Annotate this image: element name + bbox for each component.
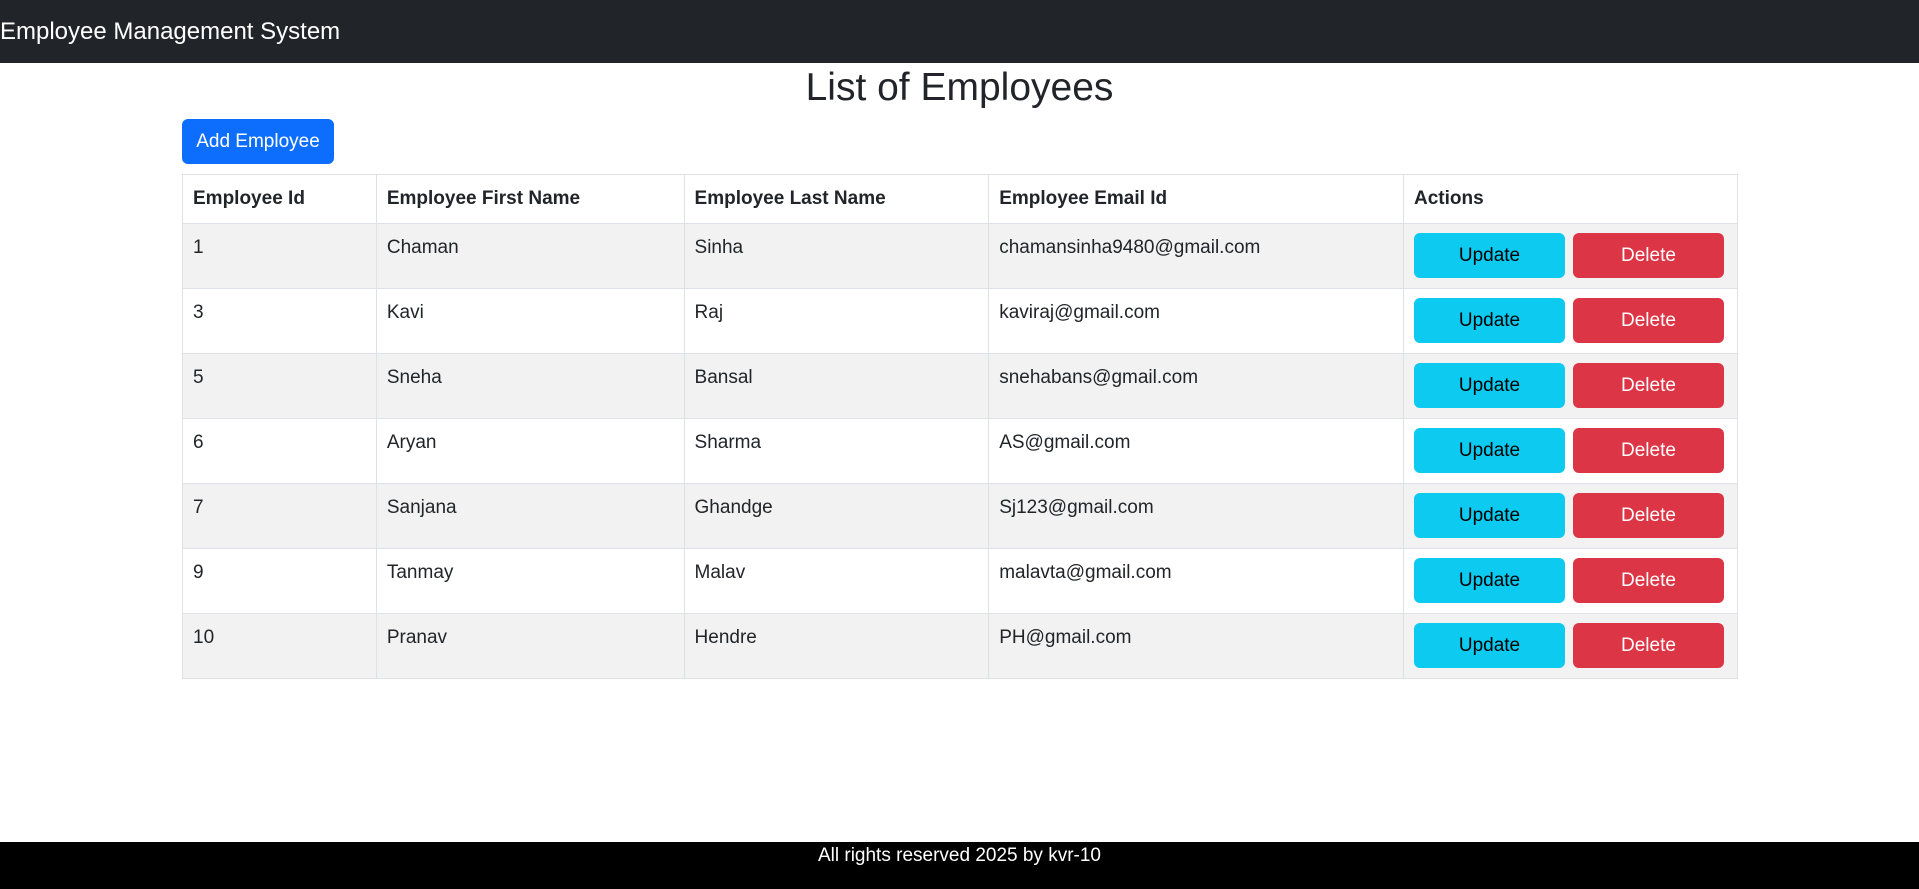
cell-actions (1403, 614, 1737, 679)
table-row (183, 224, 1738, 289)
cell-employee-id: 1 (183, 224, 377, 289)
table-row (183, 354, 1738, 419)
cell-first-name: Tanmay (376, 549, 684, 614)
cell-actions (1403, 289, 1737, 354)
cell-employee-id: 5 (183, 354, 377, 419)
cell-first-name: Sneha (376, 354, 684, 419)
header-last-name: Employee Last Name (684, 175, 989, 224)
cell-last-name: Sinha (684, 224, 989, 289)
delete-button[interactable]: Delete (1573, 363, 1724, 408)
table-header-row (183, 175, 1738, 224)
cell-email: malavta@gmail.com (989, 549, 1404, 614)
cell-first-name: Chaman (376, 224, 684, 289)
cell-employee-id: 7 (183, 484, 377, 549)
cell-last-name: Raj (684, 289, 989, 354)
cell-last-name: Ghandge (684, 484, 989, 549)
cell-email: kaviraj@gmail.com (989, 289, 1404, 354)
cell-email: Sj123@gmail.com (989, 484, 1404, 549)
cell-actions (1403, 224, 1737, 289)
cell-email: AS@gmail.com (989, 419, 1404, 484)
table-row (183, 289, 1738, 354)
cell-last-name: Hendre (684, 614, 989, 679)
delete-button[interactable]: Delete (1573, 233, 1724, 278)
header-employee-id: Employee Id (183, 175, 377, 224)
cell-employee-id: 3 (183, 289, 377, 354)
delete-button[interactable]: Delete (1573, 558, 1724, 603)
delete-button[interactable]: Delete (1573, 493, 1724, 538)
add-employee-button[interactable]: Add Employee (182, 119, 334, 164)
cell-first-name: Pranav (376, 614, 684, 679)
cell-last-name: Bansal (684, 354, 989, 419)
cell-employee-id: 9 (183, 549, 377, 614)
cell-first-name: Sanjana (376, 484, 684, 549)
app-brand[interactable]: Employee Management System (0, 17, 341, 45)
page-title: List of Employees (805, 66, 1114, 109)
cell-employee-id: 10 (183, 614, 377, 679)
cell-actions (1403, 484, 1737, 549)
table-row (183, 484, 1738, 549)
footer-text: All rights reserved 2025 by kvr-10 (817, 845, 1101, 866)
update-button[interactable]: Update (1414, 363, 1565, 408)
cell-last-name: Malav (684, 549, 989, 614)
delete-button[interactable]: Delete (1573, 428, 1724, 473)
table-row (183, 549, 1738, 614)
table-row (183, 614, 1738, 679)
cell-actions (1403, 354, 1737, 419)
update-button[interactable]: Update (1414, 298, 1565, 343)
cell-last-name: Sharma (684, 419, 989, 484)
header-first-name: Employee First Name (376, 175, 684, 224)
update-button[interactable]: Update (1414, 558, 1565, 603)
cell-actions (1403, 419, 1737, 484)
header-actions: Actions (1403, 175, 1737, 224)
cell-first-name: Kavi (376, 289, 684, 354)
cell-email: snehabans@gmail.com (989, 354, 1404, 419)
footer (0, 842, 1919, 889)
cell-email: PH@gmail.com (989, 614, 1404, 679)
cell-first-name: Aryan (376, 419, 684, 484)
update-button[interactable]: Update (1414, 623, 1565, 668)
update-button[interactable]: Update (1414, 233, 1565, 278)
cell-employee-id: 6 (183, 419, 377, 484)
delete-button[interactable]: Delete (1573, 298, 1724, 343)
table-row (183, 419, 1738, 484)
header-email: Employee Email Id (989, 175, 1404, 224)
navbar (0, 0, 1919, 63)
cell-email: chamansinha9480@gmail.com (989, 224, 1404, 289)
delete-button[interactable]: Delete (1573, 623, 1724, 668)
cell-actions (1403, 549, 1737, 614)
employees-table (182, 174, 1738, 679)
update-button[interactable]: Update (1414, 493, 1565, 538)
update-button[interactable]: Update (1414, 428, 1565, 473)
